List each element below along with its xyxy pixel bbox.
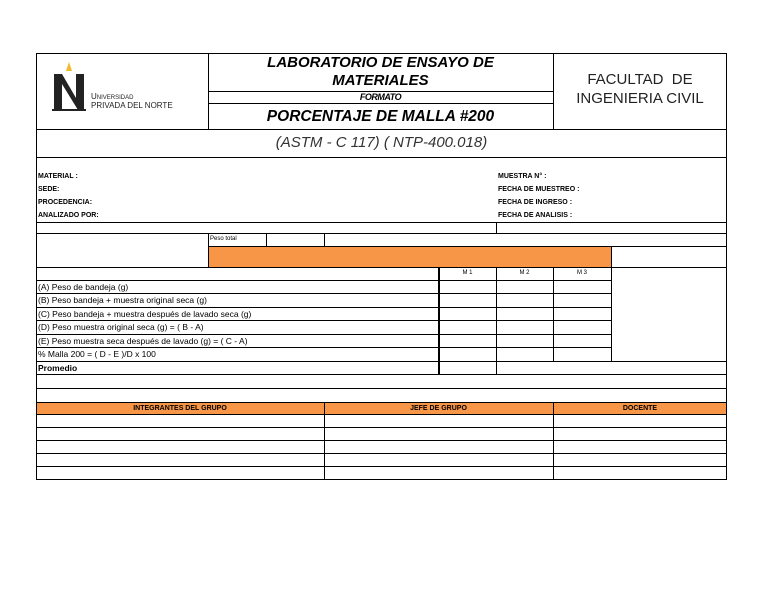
university-logo [52,62,202,117]
info-line-1 [36,222,727,223]
university-line-1: Universidad [91,92,134,101]
logo-n-icon [52,62,86,112]
standard-bottom-line [36,157,727,158]
sede-label: SEDE: [38,186,60,193]
footer-line-3 [36,440,727,441]
footer-line-1 [36,414,727,415]
faculty-line-1: FACULTAD DE [587,71,693,88]
fecha-muestreo-label: FECHA DE MUESTREO : [498,186,580,193]
peso-divider-2 [266,233,267,246]
info-left [38,170,99,222]
muestra-label: MUESTRA N° : [498,173,547,180]
material-label: MATERIAL : [38,173,78,180]
formato-label: FORMATO [359,92,402,102]
table-line-6 [36,361,727,362]
university-name [91,92,201,110]
peso-divider-3 [324,233,325,246]
integrantes-header: INTEGRANTES DEL GRUPO [133,405,227,412]
promedio-label: Promedio [38,363,78,373]
column-m3: M 3 [576,270,587,276]
orange-band [209,247,611,267]
peso-total-label: Peso total [210,236,237,242]
row-e-label: (E) Peso muestra seca después de lavado (g) = ( C - A) [38,336,248,346]
footer-line-2 [36,427,727,428]
spacer-line-1 [36,388,727,389]
row-malla-label: % Malla 200 = ( D - E )/D x 100 [38,349,156,359]
promedio-bottom-line [36,374,727,375]
info-line-2 [36,233,727,234]
procedencia-label: PROCEDENCIA: [38,199,93,206]
fecha-analisis-label: FECHA DE ANALISIS : [498,212,573,219]
main-title: PORCENTAJE DE MALLA #200 [266,108,495,125]
title-line-2: MATERIALES [332,72,429,89]
info-right [498,170,579,222]
table-col-4 [611,246,612,361]
docente-header: DOCENTE [622,405,658,412]
row-c-label: (C) Peso bandeja + muestra después de lavado seca (g) [38,309,252,319]
footer-line-4 [36,453,727,454]
university-line-2: PRIVADA DEL NORTE [91,101,173,110]
band-bottom-line [36,267,727,268]
row-d-label: (D) Peso muestra original seca (g) = ( B - A) [38,322,204,332]
fecha-ingreso-label: FECHA DE INGRESO : [498,199,573,206]
row-b-label: (B) Peso bandeja + muestra original seca (g) [38,295,207,305]
info-divider [496,222,497,233]
column-m1: M 1 [462,270,473,276]
faculty-line-2: INGENIERIA CIVIL [576,90,704,107]
column-m2: M 2 [519,270,530,276]
jefe-header: JEFE DE GRUPO [410,405,467,412]
standard-reference: (ASTM - C 117) ( NTP-400.018) [275,134,488,151]
analizado-label: ANALIZADO POR: [38,212,99,219]
row-a-label: (A) Peso de bandeja (g) [38,282,129,292]
faculty-name [553,70,727,108]
title-line-1: LABORATORIO DE ENSAYO DE [267,54,494,71]
footer-line-5 [36,466,727,467]
page-title [208,53,553,91]
